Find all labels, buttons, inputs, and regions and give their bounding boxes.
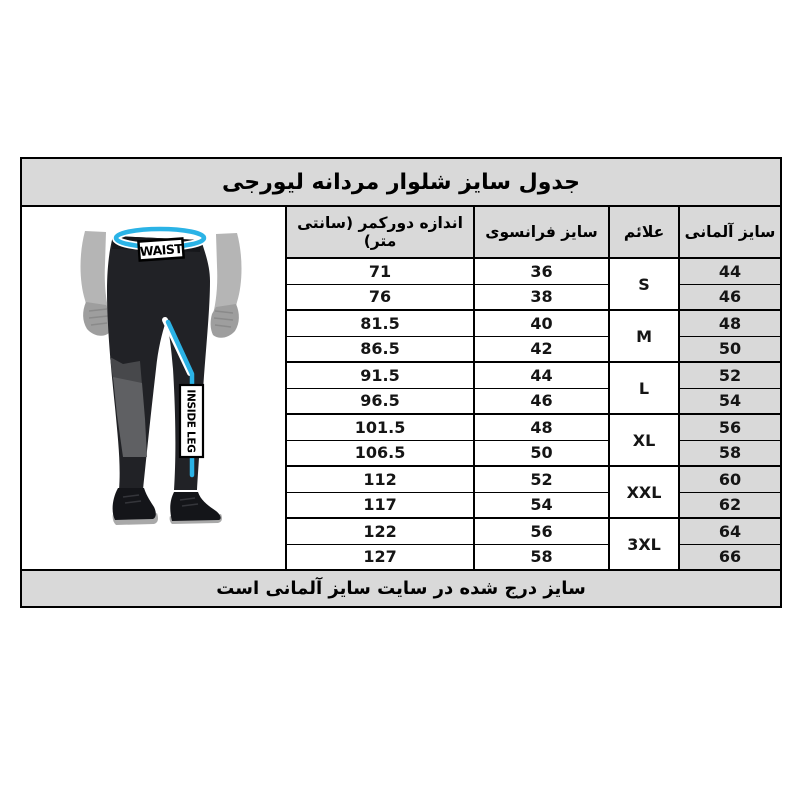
svg-text:WAIST: WAIST — [139, 241, 183, 259]
symbol-cell: 3XL — [609, 518, 679, 570]
right-shoe — [170, 492, 222, 524]
footer-row — [21, 570, 781, 607]
title-row — [21, 158, 781, 206]
pants-figure — [23, 207, 284, 565]
size-chart — [20, 157, 780, 608]
waist-size-cell: 91.5 — [286, 362, 474, 388]
german-size-cell: 44 — [679, 258, 781, 284]
french-size-cell: 56 — [474, 518, 609, 544]
french-size-cell: 58 — [474, 544, 609, 570]
waist-size-cell: 81.5 — [286, 310, 474, 336]
symbol-cell: S — [609, 258, 679, 310]
right-arm — [211, 233, 242, 338]
waist-size-cell: 122 — [286, 518, 474, 544]
german-size-cell: 66 — [679, 544, 781, 570]
french-size-cell: 38 — [474, 284, 609, 310]
column-header-french-size: سایز فرانسوی — [474, 206, 609, 258]
french-size-cell: 46 — [474, 388, 609, 414]
footer-note: سایز درج شده در سایت سایز آلمانی است — [21, 570, 781, 607]
german-size-cell: 50 — [679, 336, 781, 362]
column-header-symbols: علائم — [609, 206, 679, 258]
french-size-cell: 40 — [474, 310, 609, 336]
french-size-cell: 52 — [474, 466, 609, 492]
french-size-cell: 54 — [474, 492, 609, 518]
symbol-cell: M — [609, 310, 679, 362]
svg-text:INSIDE LEG: INSIDE LEG — [184, 389, 197, 453]
waist-label — [138, 238, 183, 260]
french-size-cell: 42 — [474, 336, 609, 362]
waist-size-cell: 96.5 — [286, 388, 474, 414]
size-table-body — [21, 158, 781, 607]
waist-size-cell: 71 — [286, 258, 474, 284]
column-header-waist-cm: اندازه دورکمر (سانتی متر) — [286, 206, 474, 258]
header-row — [21, 206, 781, 258]
waist-size-cell: 112 — [286, 466, 474, 492]
inside-leg-label — [180, 385, 203, 457]
left-shoe — [113, 488, 158, 525]
german-size-cell: 48 — [679, 310, 781, 336]
symbol-cell: XL — [609, 414, 679, 466]
waist-size-cell: 127 — [286, 544, 474, 570]
page-title: جدول سایز شلوار مردانه لیورجی — [21, 158, 781, 206]
waist-size-cell: 86.5 — [286, 336, 474, 362]
german-size-cell: 46 — [679, 284, 781, 310]
german-size-cell: 56 — [679, 414, 781, 440]
left-arm — [81, 231, 112, 336]
waist-size-cell: 101.5 — [286, 414, 474, 440]
waist-size-cell: 106.5 — [286, 440, 474, 466]
german-size-cell: 58 — [679, 440, 781, 466]
french-size-cell: 48 — [474, 414, 609, 440]
symbol-cell: XXL — [609, 466, 679, 518]
waist-size-cell: 76 — [286, 284, 474, 310]
symbol-cell: L — [609, 362, 679, 414]
size-table — [20, 157, 782, 608]
german-size-cell: 62 — [679, 492, 781, 518]
pants-figure-cell — [21, 206, 286, 570]
french-size-cell: 36 — [474, 258, 609, 284]
german-size-cell: 52 — [679, 362, 781, 388]
german-size-cell: 60 — [679, 466, 781, 492]
column-header-german-size: سایز آلمانی — [679, 206, 781, 258]
french-size-cell: 44 — [474, 362, 609, 388]
german-size-cell: 54 — [679, 388, 781, 414]
waist-size-cell: 117 — [286, 492, 474, 518]
french-size-cell: 50 — [474, 440, 609, 466]
german-size-cell: 64 — [679, 518, 781, 544]
